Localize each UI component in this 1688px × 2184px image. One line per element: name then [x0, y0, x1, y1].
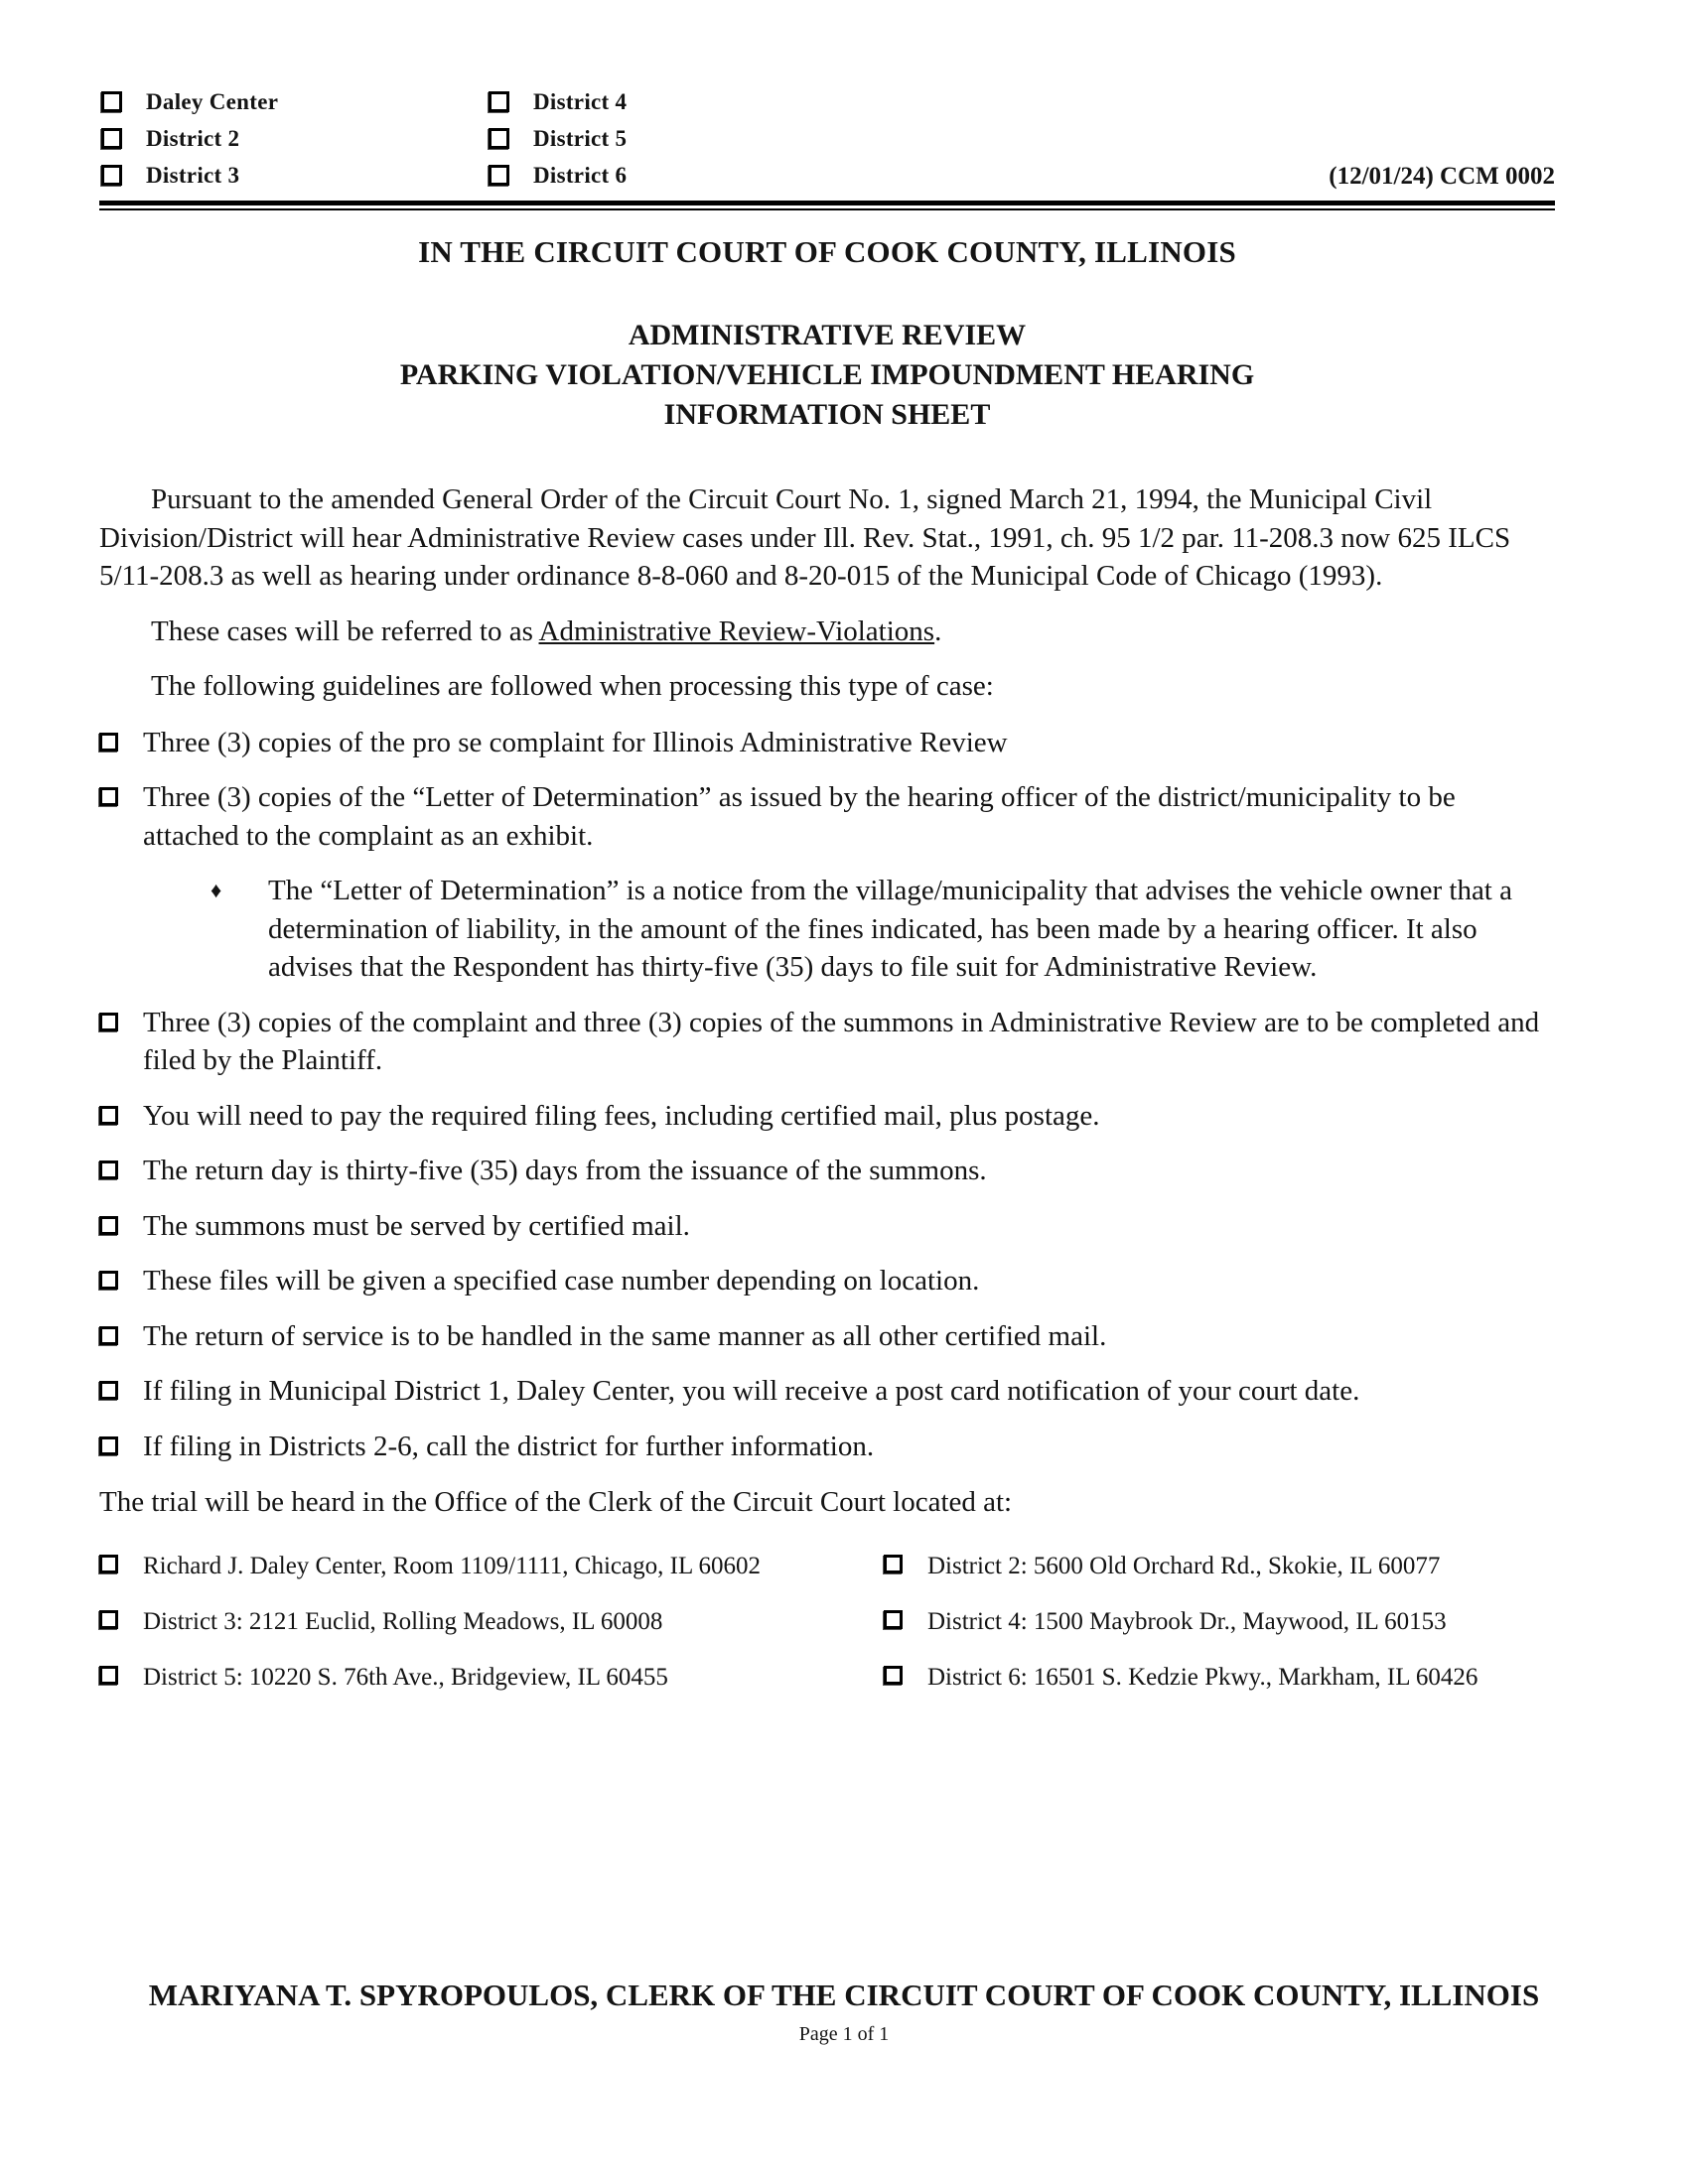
location-text: District 6: 16501 S. Kedzie Pkwy., Markham, IL 60426 [927, 1663, 1478, 1691]
district-label: Daley Center [146, 88, 279, 114]
guidelines-list [99, 724, 1555, 1466]
checkbox-location-district-6[interactable] [884, 1666, 903, 1685]
checkbox-daley-center[interactable] [101, 91, 122, 112]
trial-location-intro: The trial will be heard in the Office of the Clerk of the Circuit Court located at: [99, 1486, 1013, 1518]
intro-paragraph: Pursuant to the amended General Order of the Circuit Court No. 1, signed March 21, 1994, the Municipal Civil Division/District will hear Administrative Review cases under Ill. Rev. Stat., 1991, ch. 95 1/2 par. 11-208.3 now 625 ILCS 5/11-208.3 as well as hearing under ordinance 8-8-060 and 8-20-015 of the Municipal Code of Chicago (1993). [99, 483, 1511, 592]
checkbox-district-6[interactable] [489, 165, 509, 186]
checkbox-bullet-icon [99, 1381, 118, 1400]
checkbox-bullet-icon [99, 1106, 118, 1125]
checkbox-district-3[interactable] [101, 165, 122, 186]
district-checkbox-column-1 [101, 83, 278, 194]
form-code: (12/01/24) CCM 0002 [1329, 163, 1555, 190]
district-label: District 6 [533, 162, 628, 188]
referred-prefix: These cases will be referred to as [151, 614, 539, 647]
guideline-item [99, 778, 1555, 855]
guideline-text: Three (3) copies of the pro se complaint for Illinois Administrative Review [143, 726, 1008, 758]
checkbox-bullet-icon [99, 1271, 118, 1290]
guideline-text: These files will be given a specified case number depending on location. [143, 1265, 980, 1297]
checkbox-district-4[interactable] [489, 91, 509, 112]
locations-list [99, 1548, 1555, 1697]
document-title [99, 316, 1555, 435]
referred-underlined-term: Administrative Review-Violations [538, 614, 935, 647]
document-title-line-2: PARKING VIOLATION/VEHICLE IMPOUNDMENT HEARING [399, 358, 1255, 391]
guideline-text: Three (3) copies of the complaint and three (3) copies of the summons in Administrative Review are to be completed and filed by the Plaintiff. [143, 1006, 1540, 1076]
footer-clerk-line: MARIYANA T. SPYROPOULOS, CLERK OF THE CIRCUIT COURT OF COOK COUNTY, ILLINOIS [148, 1978, 1540, 2012]
guideline-text: The return of service is to be handled in the same manner as all other certified mail. [143, 1319, 1107, 1352]
location-option-daley-center [99, 1548, 884, 1585]
district-checkbox-column-2 [489, 83, 627, 194]
district-option-district-4 [489, 83, 627, 120]
location-text: Richard J. Daley Center, Room 1109/1111, Chicago, IL 60602 [143, 1552, 762, 1579]
location-option-district-5 [99, 1659, 884, 1697]
checkbox-bullet-icon [99, 1436, 118, 1455]
guideline-subitem [211, 872, 1555, 987]
guideline-text: The summons must be served by certified mail. [143, 1209, 690, 1242]
footer-page-number: Page 1 of 1 [798, 2023, 890, 2045]
district-option-district-6 [489, 157, 627, 194]
checkbox-location-district-2[interactable] [884, 1555, 903, 1573]
checkbox-location-district-5[interactable] [99, 1666, 118, 1685]
checkbox-bullet-icon [99, 1013, 118, 1031]
guideline-item [99, 1207, 1555, 1246]
document-content [99, 0, 1555, 1697]
guideline-item [99, 1428, 1555, 1466]
location-option-district-4 [884, 1603, 1555, 1641]
checkbox-bullet-icon [99, 1326, 118, 1345]
diamond-bullet-icon: ♦ [211, 878, 222, 902]
location-option-district-2 [884, 1548, 1555, 1585]
guideline-text: You will need to pay the required filing fees, including certified mail, plus postage. [143, 1099, 1100, 1132]
referred-suffix: . [934, 614, 942, 647]
document-title-line-3: INFORMATION SHEET [663, 398, 991, 431]
district-option-district-3 [101, 157, 278, 194]
location-text: District 4: 1500 Maybrook Dr., Maywood, IL 60153 [927, 1607, 1447, 1635]
district-label: District 4 [533, 88, 628, 114]
district-label: District 2 [146, 125, 240, 151]
checkbox-location-daley-center[interactable] [99, 1555, 118, 1573]
location-text: District 5: 10220 S. 76th Ave., Bridgeview, IL 60455 [143, 1663, 668, 1691]
location-text: District 2: 5600 Old Orchard Rd., Skokie, IL 60077 [927, 1552, 1441, 1579]
guideline-item [99, 1262, 1555, 1300]
guideline-item [99, 1152, 1555, 1190]
checkbox-district-2[interactable] [101, 128, 122, 149]
district-label: District 3 [146, 162, 240, 188]
district-label: District 5 [533, 125, 628, 151]
checkbox-bullet-icon [99, 1216, 118, 1235]
document-title-line-1: ADMINISTRATIVE REVIEW [628, 319, 1027, 351]
guidelines-intro: The following guidelines are followed when processing this type of case: [151, 670, 994, 702]
checkbox-district-5[interactable] [489, 128, 509, 149]
guideline-text: The return day is thirty-five (35) days from the issuance of the summons. [143, 1155, 987, 1186]
guideline-text: If filing in Districts 2-6, call the district for further information. [143, 1430, 875, 1462]
guideline-text: Three (3) copies of the “Letter of Determination” as issued by the hearing officer of the district/municipality to be attached to the complaint as an exhibit. [143, 781, 1456, 852]
checkbox-location-district-4[interactable] [884, 1610, 903, 1629]
location-option-district-3 [99, 1603, 884, 1641]
checkbox-bullet-icon [99, 1160, 118, 1179]
checkbox-bullet-icon [99, 733, 118, 751]
location-text: District 3: 2121 Euclid, Rolling Meadows, IL 60008 [143, 1607, 663, 1635]
district-option-daley-center [101, 83, 278, 120]
location-option-district-6 [884, 1659, 1555, 1697]
guideline-item [99, 1317, 1555, 1356]
checkbox-bullet-icon [99, 787, 118, 806]
district-option-district-2 [101, 120, 278, 157]
header [99, 0, 1555, 210]
guideline-item [99, 1372, 1555, 1411]
referred-paragraph [99, 613, 1555, 651]
court-title: IN THE CIRCUIT COURT OF COOK COUNTY, ILLINOIS [418, 234, 1236, 269]
guideline-text: If filing in Municipal District 1, Daley Center, you will receive a post card notification of your court date. [143, 1375, 1360, 1407]
guideline-item [99, 724, 1555, 762]
district-option-district-5 [489, 120, 627, 157]
guideline-item [99, 1097, 1555, 1136]
guideline-subnote-text: The “Letter of Determination” is a notice from the village/municipality that advises the vehicle owner that a determination of liability, in the amount of the fines indicated, has been made by a hearing officer. It also advises that the Respondent has thirty-five (35) days to file suit for Administrative Review. [268, 875, 1512, 983]
checkbox-location-district-3[interactable] [99, 1610, 118, 1629]
guideline-item [99, 1004, 1555, 1080]
header-divider-rule [99, 201, 1555, 210]
